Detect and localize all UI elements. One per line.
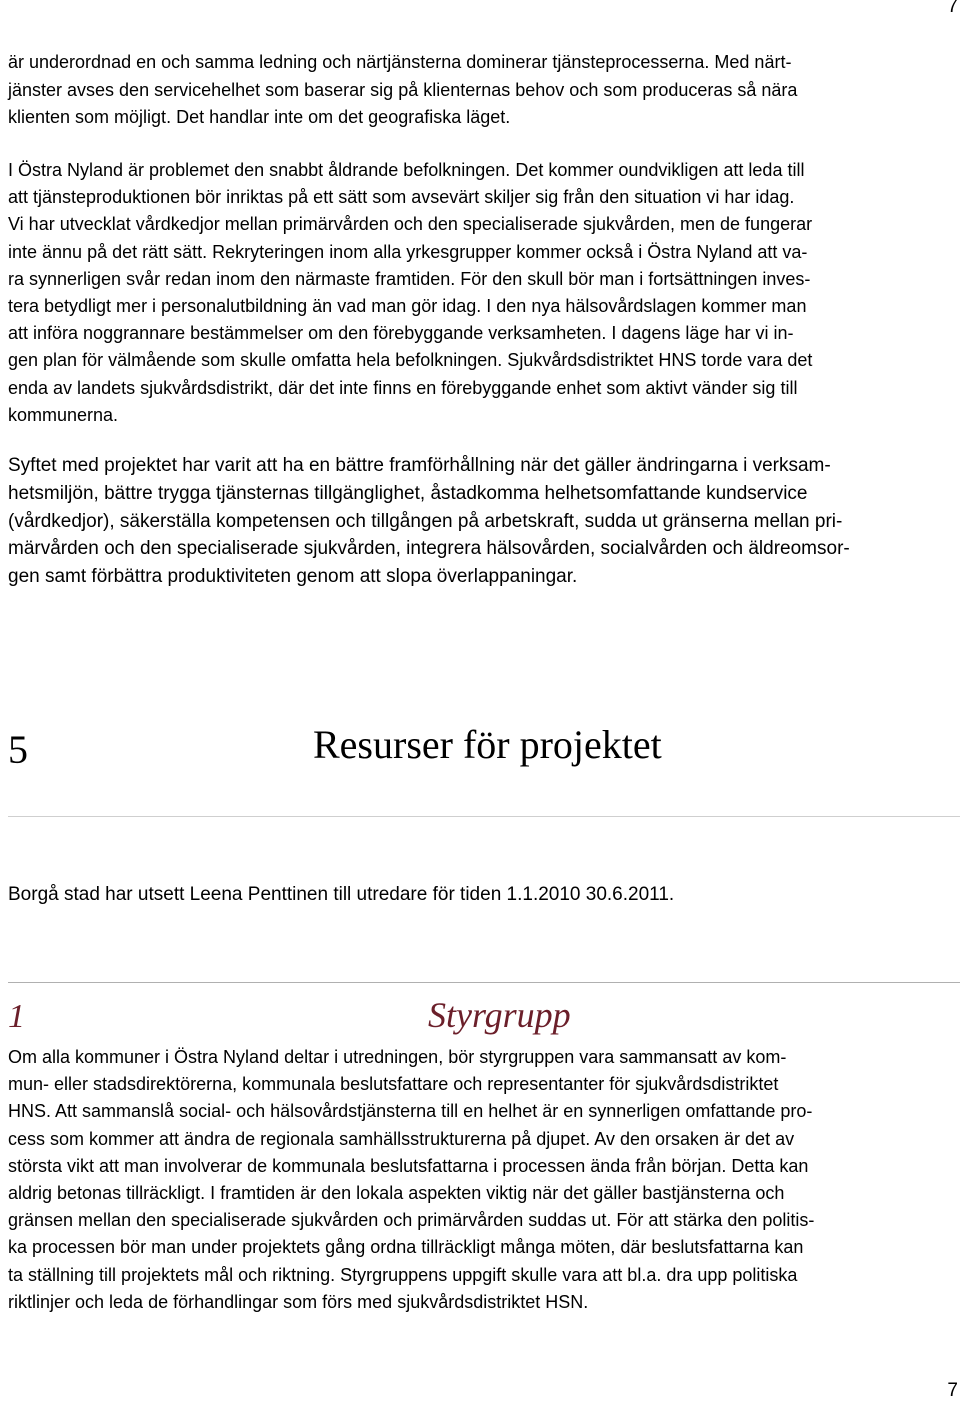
text-line: mun- eller stadsdirektörerna, kommunala beslutsfattare och representanter för sjukvårdsdistriktet — [8, 1074, 779, 1095]
subsection-title: Styrgrupp — [428, 995, 571, 1035]
paragraph-2 — [8, 157, 952, 429]
text-line: gen plan för välmående som skulle omfatta hela befolkningen. Sjukvårdsdistriktet HNS torde vara det — [8, 350, 813, 371]
text-line: HNS. Att sammanslå social- och hälsovårdstjänsterna till en helhet är en synnerligen omfattande pro- — [8, 1101, 813, 1122]
section-number: 5 — [8, 727, 28, 772]
text-line: gränsen mellan den specialiserade sjukvården och primärvården suddas ut. För att stärka den politis- — [8, 1210, 815, 1231]
section-title: Resurser för projektet — [313, 722, 662, 767]
text-line: Borgå stad har utsett Leena Penttinen till utredare för tiden 1.1.2010 30.6.2011. — [8, 884, 675, 905]
text-line: (vårdkedjor), säkerställa kompetensen och tillgången på arbetskraft, sudda ut gränserna mellan pri- — [8, 510, 843, 532]
text-line: enda av landets sjukvårdsdistrikt, där det inte finns en förebyggande enhet som aktivt vänder sig till — [8, 377, 798, 398]
text-line: cess som kommer att ändra de regionala samhällsstrukturerna på djupet. Av den orsaken är det av — [8, 1128, 795, 1149]
text-line: att tjänsteproduktionen bör inriktas på ett sätt som avsevärt skiljer sig från den situation vi har idag. — [8, 187, 795, 208]
text-line: Om alla kommuner i Östra Nyland deltar i utredningen, bör styrgruppen vara sammansatt av kom- — [8, 1047, 787, 1067]
text-line: inte ännu på det rätt sätt. Rekryteringen inom alla yrkesgrupper kommer också i Östra Nyland att va- — [8, 241, 808, 262]
text-line: kommunerna. — [8, 404, 119, 425]
text-line: Vi har utvecklat vårdkedjor mellan primärvården och den specialiserade sjukvården, men de fungerar — [8, 214, 813, 235]
page-number-top: 7 — [947, 0, 958, 17]
text-line: största vikt att man involverar de kommunala beslutsfattarna i processen ända från början. Detta kan — [8, 1155, 809, 1176]
text-line: är underordnad en och samma ledning och närtjänsterna dominerar tjänsteprocesserna. Med närt- — [8, 52, 792, 72]
text-line: tera betydligt mer i personalutbildning än vad man gör idag. I den nya hälsovårdslagen kommer man — [8, 296, 807, 317]
text-line: märvården och den specialiserade sjukvården, integrera hälsovården, socialvården och äldreomsor- — [8, 538, 850, 560]
text-line: ta ställning till projektets mål och riktning. Styrgruppens uppgift skulle vara att bl.a. dra upp politiska — [8, 1264, 798, 1285]
text-line: att införa noggrannare bestämmelser om den förebyggande verksamheten. I dagens läge har vi in- — [8, 323, 794, 344]
text-line: hetsmiljön, bättre trygga tjänsternas tillgänglighet, åstadkomma helhetsomfattande kundservice — [8, 482, 808, 504]
subsection-number: 1 — [8, 998, 25, 1035]
text-line: aldrig betonas tillräckligt. I framtiden är den lokala aspekten viktig när det gäller bastjänsterna och — [8, 1183, 785, 1204]
text-line: I Östra Nyland är problemet den snabbt åldrande befolkningen. Det kommer oundvikligen att leda till — [8, 160, 805, 180]
subsection-divider — [8, 982, 960, 983]
paragraph-1 — [8, 49, 952, 132]
text-line: klienten som möjligt. Det handlar inte om det geografiska läget. — [8, 107, 511, 127]
paragraph-5 — [8, 1044, 952, 1316]
text-line: ka processen bör man under projektets gång ordna tillräckligt många möten, där beslutsfattarna kan — [8, 1237, 804, 1258]
paragraph-4 — [8, 881, 952, 908]
text-line: gen samt förbättra produktiviteten genom att slopa överlappaningar. — [8, 566, 578, 588]
text-line: Syftet med projektet har varit att ha en bättre framförhållning när det gäller ändringarna i verksam- — [8, 455, 831, 476]
text-line: ra synnerligen svår redan inom den närmaste framtiden. För den skull bör man i fortsättningen inves- — [8, 268, 811, 289]
paragraph-3 — [8, 452, 952, 591]
text-line: jänster avses den servicehelhet som baserar sig på klienternas behov och som produceras så nära — [8, 79, 798, 100]
text-line: riktlinjer och leda de förhandlingar som förs med sjukvårdsdistriktet HSN. — [8, 1291, 589, 1312]
section-divider — [8, 816, 960, 817]
page-number-bottom: 7 — [947, 1380, 958, 1401]
